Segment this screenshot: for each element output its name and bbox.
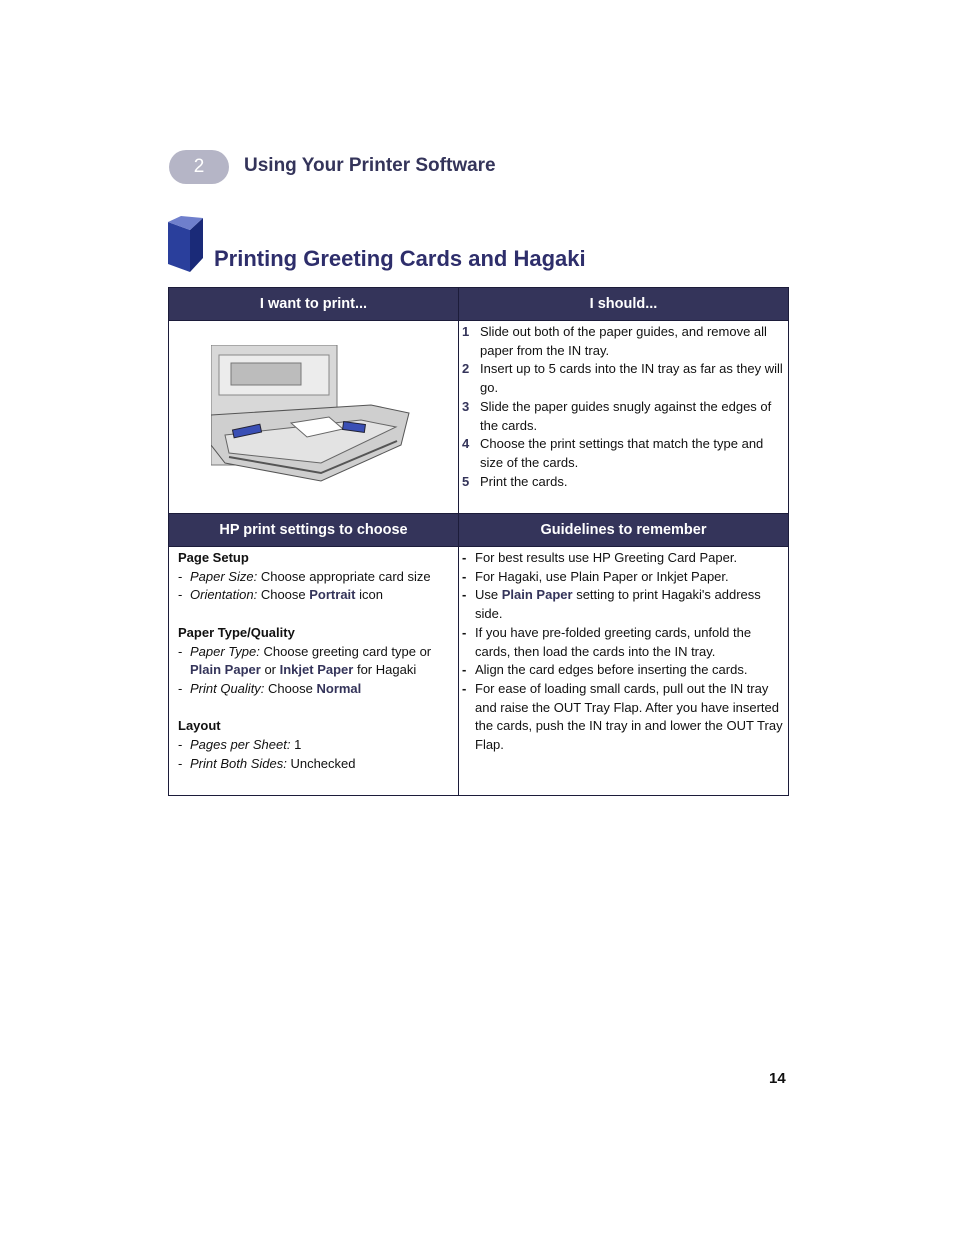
step-item bbox=[462, 360, 784, 397]
step-number: 3 bbox=[462, 398, 470, 414]
setting-paper-size bbox=[178, 568, 453, 587]
setting-value: 1 bbox=[294, 737, 302, 752]
header-guidelines: Guidelines to remember bbox=[459, 514, 788, 546]
guidelines-list bbox=[462, 549, 787, 755]
greeting-cards-table bbox=[168, 287, 789, 796]
setting-value: Normal bbox=[316, 680, 362, 696]
book-icon bbox=[168, 216, 204, 272]
setting-text: Choose bbox=[268, 680, 313, 696]
guideline-text: Align the card edges before inserting the cards. bbox=[475, 662, 748, 678]
setting-label: Paper Size: bbox=[190, 568, 258, 584]
step-text: Slide the paper guides snugly against the edges of the cards. bbox=[480, 398, 772, 433]
settings-heading-paper-type-quality: Paper Type/Quality bbox=[178, 624, 295, 640]
guideline-text: If you have pre-folded greeting cards, unfold the cards, then load the cards into the IN tray. bbox=[475, 624, 752, 659]
chapter-number-badge: 2 bbox=[169, 150, 229, 184]
step-number: 1 bbox=[462, 324, 470, 339]
setting-value: Unchecked bbox=[290, 755, 356, 771]
guideline-text: Use bbox=[475, 587, 499, 603]
guideline-item bbox=[462, 549, 787, 568]
setting-value: Choose greeting card type or bbox=[263, 643, 432, 659]
header-i-should: I should... bbox=[459, 288, 788, 320]
step-text: Print the cards. bbox=[480, 473, 568, 489]
guideline-text: For Hagaki, use Plain Paper or Inkjet Paper. bbox=[475, 568, 729, 584]
setting-label: Print Both Sides: bbox=[190, 755, 287, 771]
guideline-highlight: Plain Paper bbox=[501, 587, 573, 603]
step-number: 2 bbox=[462, 361, 470, 377]
setting-print-quality bbox=[178, 680, 453, 699]
page-number: 14 bbox=[769, 1070, 786, 1087]
setting-orientation bbox=[178, 586, 453, 605]
row-divider bbox=[169, 320, 788, 321]
setting-text: or bbox=[264, 662, 276, 678]
section-title: Printing Greeting Cards and Hagaki bbox=[214, 246, 586, 271]
setting-value: Portrait bbox=[309, 587, 356, 603]
setting-label: Orientation: bbox=[190, 587, 258, 603]
setting-text: Choose bbox=[260, 587, 306, 603]
guideline-item bbox=[462, 661, 787, 680]
setting-text: for Hagaki bbox=[356, 662, 417, 678]
header-want-to-print: I want to print... bbox=[169, 288, 458, 320]
step-list bbox=[462, 323, 784, 491]
guideline-text: For ease of loading small cards, pull out the IN tray and raise the OUT Tray Flap. After you have inserted the cards, push the IN tray in and lower the OUT Tray Flap. bbox=[475, 680, 783, 753]
step-item bbox=[462, 435, 784, 472]
guideline-text: For best results use HP Greeting Card Paper. bbox=[475, 550, 738, 565]
settings-heading-layout: Layout bbox=[178, 718, 221, 734]
setting-label: Pages per Sheet: bbox=[190, 737, 291, 752]
step-text: Slide out both of the paper guides, and remove all paper from the IN tray. bbox=[480, 324, 767, 358]
chapter-title: Using Your Printer Software bbox=[244, 155, 496, 176]
setting-text: icon bbox=[359, 587, 383, 603]
guideline-text: setting to print Hagaki's address side. bbox=[475, 587, 761, 622]
setting-pages-per-sheet bbox=[178, 736, 453, 755]
setting-value: Choose appropriate card size bbox=[260, 568, 431, 584]
guideline-item bbox=[462, 586, 787, 623]
setting-paper-type-continued bbox=[178, 661, 453, 680]
step-item bbox=[462, 323, 784, 360]
setting-print-both-sides bbox=[178, 755, 453, 774]
settings-heading-page-setup: Page Setup bbox=[178, 550, 249, 565]
guideline-item bbox=[462, 624, 787, 661]
setting-paper-type bbox=[178, 643, 453, 662]
guideline-item bbox=[462, 568, 787, 587]
step-number: 4 bbox=[462, 436, 470, 452]
print-settings bbox=[178, 549, 453, 773]
step-text: Insert up to 5 cards into the IN tray as far as they will go. bbox=[480, 361, 783, 396]
step-item bbox=[462, 398, 784, 435]
setting-label: Paper Type: bbox=[190, 643, 260, 659]
step-text: Choose the print settings that match the type and size of the cards. bbox=[480, 436, 764, 470]
header-print-settings: HP print settings to choose bbox=[169, 514, 458, 546]
step-number: 5 bbox=[462, 473, 470, 489]
guideline-item bbox=[462, 680, 787, 755]
setting-value: Inkjet Paper bbox=[279, 662, 354, 678]
printer-tray-illustration bbox=[211, 345, 411, 485]
row-divider bbox=[169, 546, 788, 547]
step-item bbox=[462, 473, 784, 492]
setting-value: Plain Paper bbox=[190, 662, 261, 678]
setting-label: Print Quality: bbox=[190, 680, 265, 696]
